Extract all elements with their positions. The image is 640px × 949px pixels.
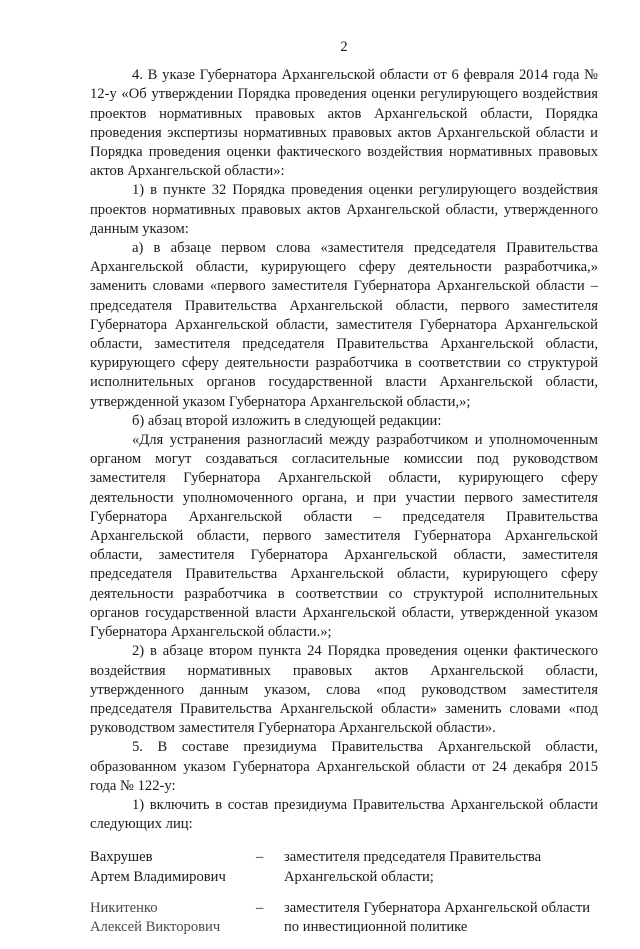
paragraph-subitem-2-point-24: 2) в абзаце втором пункта 24 Порядка проведения оценки фактического воздействия нормативных правовых актов Архангельской области, утвержденного данным указом, слова «под руководством заместителя председателя Правительства Архангельской области» заменить словами «под руководством заместителя Губернатора Архангельской области». <box>90 643 598 737</box>
page-number: 2 <box>340 39 348 55</box>
paragraph-item-4: 4. В указе Губернатора Архангельской области от 6 февраля 2014 года № 12-у «Об утверждении Порядка проведения оценки регулирующего воздействия проектов нормативных правовых актов Архангельской области, Порядка проведения экспертизы нормативных правовых актов Архангельской области и Порядка проведения оценки фактического воздействия нормативных правовых актов Архангельской области»: <box>90 67 598 180</box>
appointee-dash: – <box>256 849 264 866</box>
appointee-row <box>90 848 598 886</box>
paragraph-subitem-1-point-32: 1) в пункте 32 Порядка проведения оценки регулирующего воздействия проектов нормативных правовых актов Архангельской области, утвержденного данным указом: <box>90 182 598 237</box>
appointee-row <box>90 899 598 937</box>
appointee-position: заместителя председателя Правительства Архангельской области; <box>284 849 542 885</box>
appointee-list <box>90 848 598 937</box>
appointee-surname: Вахрушев <box>90 849 153 866</box>
paragraph-quoted-new-text: «Для устранения разногласий между разработчиком и уполномоченным органом могут создаваться согласительные комиссии под руководством заместителя Губернатора Архангельской области, курирующего сферу деятельности уполномоченного органа, и при участии первого заместителя Губернатора Архангельской области – председателя Правительства Архангельской области, первого заместителя Губернатора Архангельской области, заместителя Губернатора Архангельской области, заместителя председателя Правительства Архангельской области, курирующего сферу деятельности разработчика в соответствии со структурой исполнительных органов государственной власти Архангельской области, утвержденной указом Губернатора Архангельской области.»; <box>90 432 598 641</box>
paragraph-include-list: 1) включить в состав президиума Правительства Архангельской области следующих лиц: <box>90 796 598 833</box>
appointee-surname: Никитенко <box>90 899 158 916</box>
appointee-name <box>90 899 256 937</box>
appointee-given-names: Алексей Викторович <box>90 918 221 935</box>
appointee-name <box>90 848 256 886</box>
paragraph-subitem-b: б) абзац второй изложить в следующей редакции: <box>132 412 442 429</box>
appointee-dash: – <box>256 899 264 916</box>
paragraph-subitem-a: а) в абзаце первом слова «заместителя председателя Правительства Архангельской области, курирующего сферу деятельности разработчика,» заменить словами «первого заместителя Губернатора Архангельской области – председателя Правительства Архангельской области, первого заместителя Губернатора Архангельской области, заместителя Губернатора Архангельской области, заместителя председателя Правительства Архангельской области, курирующего сферу деятельности разработчика в соответствии со структурой исполнительных органов государственной власти Архангельской области, утвержденной указом Губернатора Архангельской области,»; <box>90 240 598 410</box>
paragraph-item-5: 5. В составе президиума Правительства Архангельской области, образованном указом Губернатора Архангельской области от 24 декабря 2015 года № 122-у: <box>90 739 598 794</box>
appointee-given-names: Артем Владимирович <box>90 868 226 885</box>
appointee-position: заместителя Губернатора Архангельской области по инвестиционной политике <box>284 899 591 935</box>
document-page <box>90 38 598 949</box>
